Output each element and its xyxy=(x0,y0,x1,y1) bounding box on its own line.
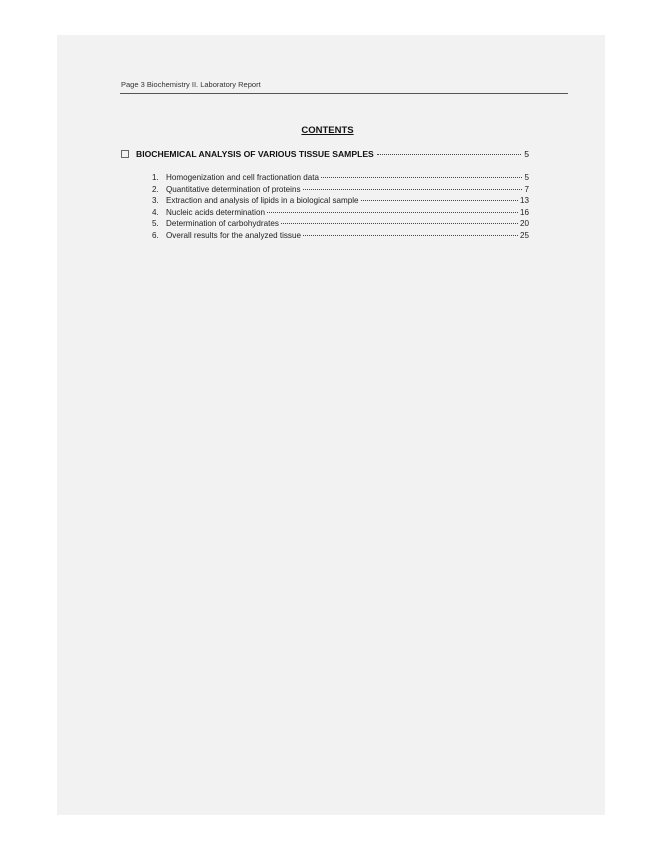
toc-item-label: Extraction and analysis of lipids in a biological sample xyxy=(166,196,359,205)
toc-main-label: BIOCHEMICAL ANALYSIS OF VARIOUS TISSUE SAMPLES xyxy=(136,149,374,159)
toc-item-page: 7 xyxy=(524,184,529,194)
checkbox-icon xyxy=(121,150,129,158)
toc-item-page: 20 xyxy=(519,219,529,228)
toc-items xyxy=(152,173,529,242)
dot-leader xyxy=(361,200,518,201)
dot-leader xyxy=(377,154,521,155)
dot-leader xyxy=(267,212,518,213)
toc-item-page: 16 xyxy=(519,207,529,217)
dot-leader xyxy=(281,223,518,224)
toc-item-number: 4. xyxy=(152,207,159,217)
toc-item-number: 6. xyxy=(152,230,159,240)
toc-item-page: 5 xyxy=(524,173,529,182)
toc-item-number: 1. xyxy=(152,173,159,182)
header-rule xyxy=(120,93,568,94)
dot-leader xyxy=(303,189,523,190)
toc-main-page: 5 xyxy=(524,149,529,159)
toc-title: CONTENTS xyxy=(301,125,354,136)
toc-item xyxy=(152,185,529,197)
toc-item-label: Nucleic acids determination xyxy=(166,207,265,217)
toc-item xyxy=(152,196,529,208)
toc-item-number: 2. xyxy=(152,184,159,194)
toc-item-label: Determination of carbohydrates xyxy=(166,219,279,228)
toc-item-page: 25 xyxy=(519,230,529,240)
toc-title-wrap xyxy=(0,120,655,138)
toc-item-number: 3. xyxy=(152,196,159,205)
toc-main-entry xyxy=(121,149,529,159)
toc-item xyxy=(152,208,529,220)
toc-item-number: 5. xyxy=(152,219,159,228)
toc-item xyxy=(152,173,529,185)
toc-item-page: 13 xyxy=(519,196,529,205)
toc-item-label: Quantitative determination of proteins xyxy=(166,184,301,194)
dot-leader xyxy=(303,235,518,236)
toc-item xyxy=(152,231,529,243)
dot-leader xyxy=(321,177,523,178)
toc-item xyxy=(152,219,529,231)
toc-item-label: Homogenization and cell fractionation data xyxy=(166,173,319,182)
page-header: Page 3 Biochemistry II. Laboratory Report xyxy=(121,80,261,89)
toc-item-label: Overall results for the analyzed tissue xyxy=(166,230,301,240)
